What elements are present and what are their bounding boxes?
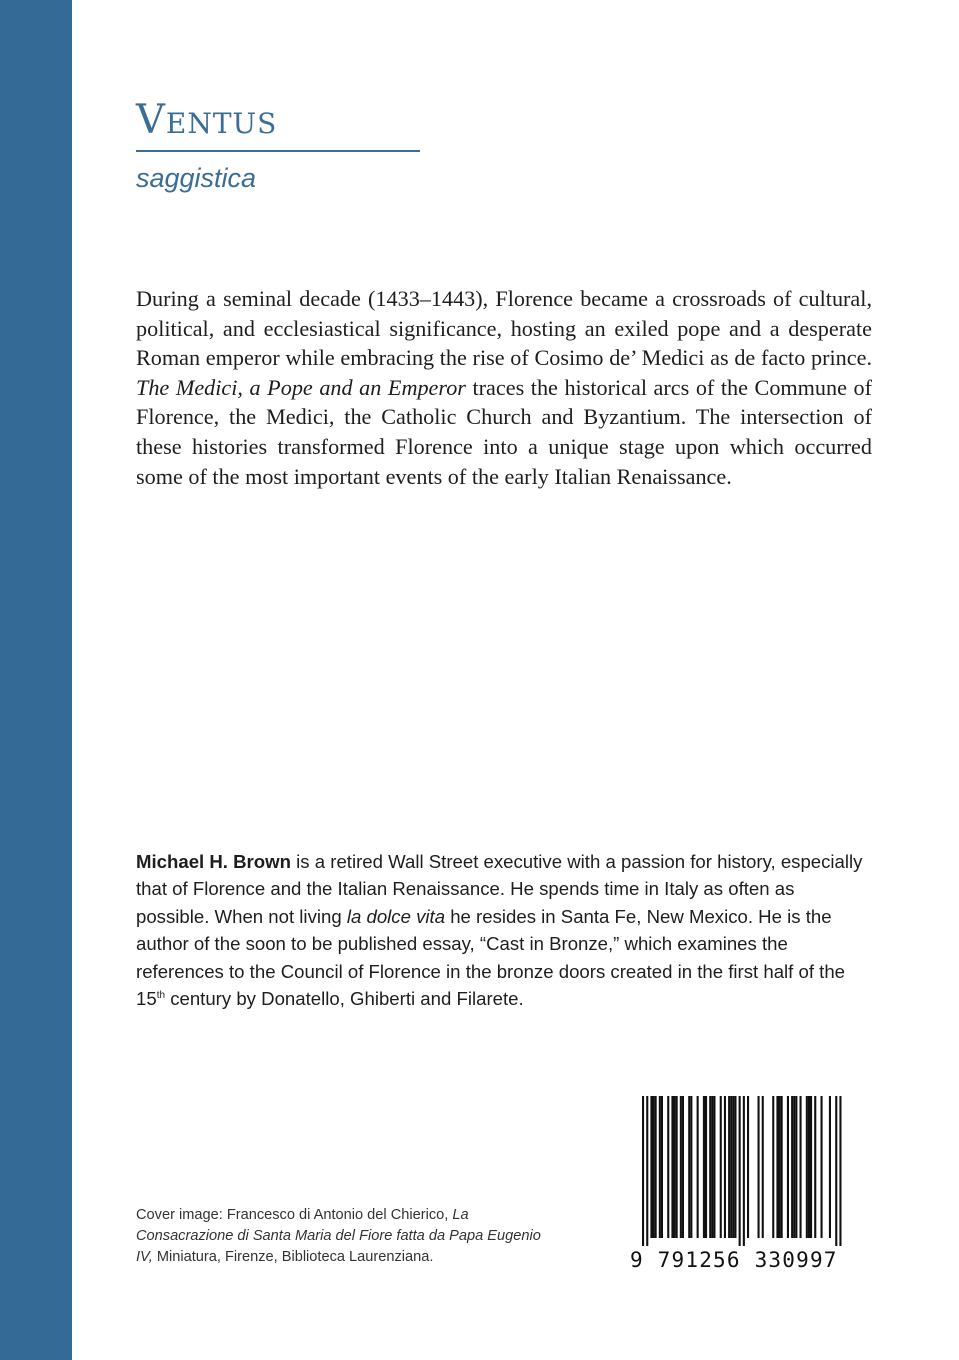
bio-italic-phrase: la dolce vita (346, 905, 446, 927)
credit-work-title: La Consacrazione di Santa Maria del Fiore fatta da Papa Eugenio IV, (136, 1207, 541, 1265)
barcode-bar (806, 1096, 808, 1238)
barcode-bar (709, 1096, 711, 1238)
brand-divider (136, 150, 420, 152)
barcode-bar (739, 1096, 741, 1246)
book-blurb (136, 284, 872, 491)
barcode-bar (713, 1096, 715, 1238)
barcode-bar (795, 1096, 797, 1238)
barcode-bar (793, 1096, 795, 1238)
barcode-bar (747, 1096, 749, 1238)
barcode-bar (772, 1096, 774, 1238)
barcode-bar (781, 1096, 783, 1238)
barcode-bar (720, 1096, 722, 1238)
barcode-bar (705, 1096, 707, 1238)
blurb-text-2: traces the historical arcs of the Commune of Florence, the Medici, the Catholic Church and Byzantium. The intersection of these histories transformed Florence into a unique stage upon which occurred some of the most important events of the early Italian Renaissance. (136, 374, 872, 489)
barcode-bar (711, 1096, 713, 1238)
isbn-barcode (630, 1096, 856, 1280)
barcode-bar (659, 1096, 661, 1238)
publisher-brand (136, 92, 420, 194)
barcode-bar (676, 1096, 678, 1238)
barcode-bar (808, 1096, 810, 1238)
barcode-bar (697, 1096, 699, 1238)
barcode-bars (630, 1096, 856, 1248)
barcode-bar (674, 1096, 676, 1238)
credit-suffix: Miniatura, Firenze, Biblioteca Laurenziana. (152, 1249, 434, 1265)
author-bio (136, 848, 872, 1012)
barcode-bar (653, 1096, 655, 1238)
barcode-bar (732, 1096, 734, 1238)
series-name: saggistica (136, 163, 257, 193)
century-number: 15 (136, 988, 157, 1010)
barcode-bar (671, 1096, 673, 1238)
barcode-bar (776, 1096, 778, 1238)
publisher-logo: Ventus (136, 97, 278, 143)
bio-text-2: he resides in Santa Fe, New Mexico. He is the author of the soon to be published essay, “Cast in Bronze,” which examines the references to the Council of Florence in the bronze doors created in the first half of the (136, 905, 846, 982)
barcode-bar (821, 1096, 823, 1238)
century-ordinal: th (156, 989, 166, 1001)
barcode-bar (703, 1096, 705, 1238)
barcode-bar (642, 1096, 644, 1246)
barcode-bar (800, 1096, 802, 1238)
barcode-bar (810, 1096, 812, 1238)
barcode-bar (791, 1096, 793, 1238)
book-title: The Medici, a Pope and an Emperor (136, 374, 466, 400)
barcode-bar (814, 1096, 816, 1238)
barcode-bar (688, 1096, 690, 1238)
barcode-bar (787, 1096, 789, 1238)
bio-text-1: is a retired Wall Street executive with a passion for history, especially that of Florence and the Italian Renaissance. He spends time in Italy as often as possible. When not living (136, 851, 863, 927)
barcode-bar (680, 1096, 682, 1238)
barcode-bar (724, 1096, 726, 1238)
barcode-bar (650, 1096, 652, 1238)
barcode-bar (655, 1096, 657, 1238)
barcode-bar (646, 1096, 648, 1246)
blurb-text-1: During a seminal decade (1433–1443), Florence became a crossroads of cultural, political, and ecclesiastical significance, hosting an exiled pope and a desperate Roman emperor while embracing the rise of Cosimo de’ Medici as de facto prince. (136, 286, 872, 371)
bio-text-3: century by Donatello, Ghiberti and Filarete. (165, 988, 524, 1010)
barcode-bar (690, 1096, 692, 1238)
barcode-bar (667, 1096, 669, 1238)
barcode-bar (779, 1096, 781, 1238)
spine-stripe (0, 0, 72, 1360)
barcode-bar (758, 1096, 760, 1238)
barcode-bar (762, 1096, 764, 1238)
cover-image-credit (136, 1205, 546, 1268)
barcode-bar (682, 1096, 684, 1238)
barcode-bar (835, 1096, 837, 1246)
barcode-bar (743, 1096, 745, 1246)
barcode-bar (839, 1096, 841, 1246)
barcode-bar (829, 1096, 831, 1238)
barcode-bar (728, 1096, 730, 1238)
barcode-bar (730, 1096, 732, 1238)
barcode-bar (661, 1096, 663, 1238)
isbn-number: 9 791256 330997 (630, 1248, 838, 1272)
barcode-bar (734, 1096, 736, 1238)
credit-prefix: Cover image: Francesco di Antonio del Chierico, (136, 1207, 453, 1223)
author-name: Michael H. Brown (136, 851, 291, 872)
